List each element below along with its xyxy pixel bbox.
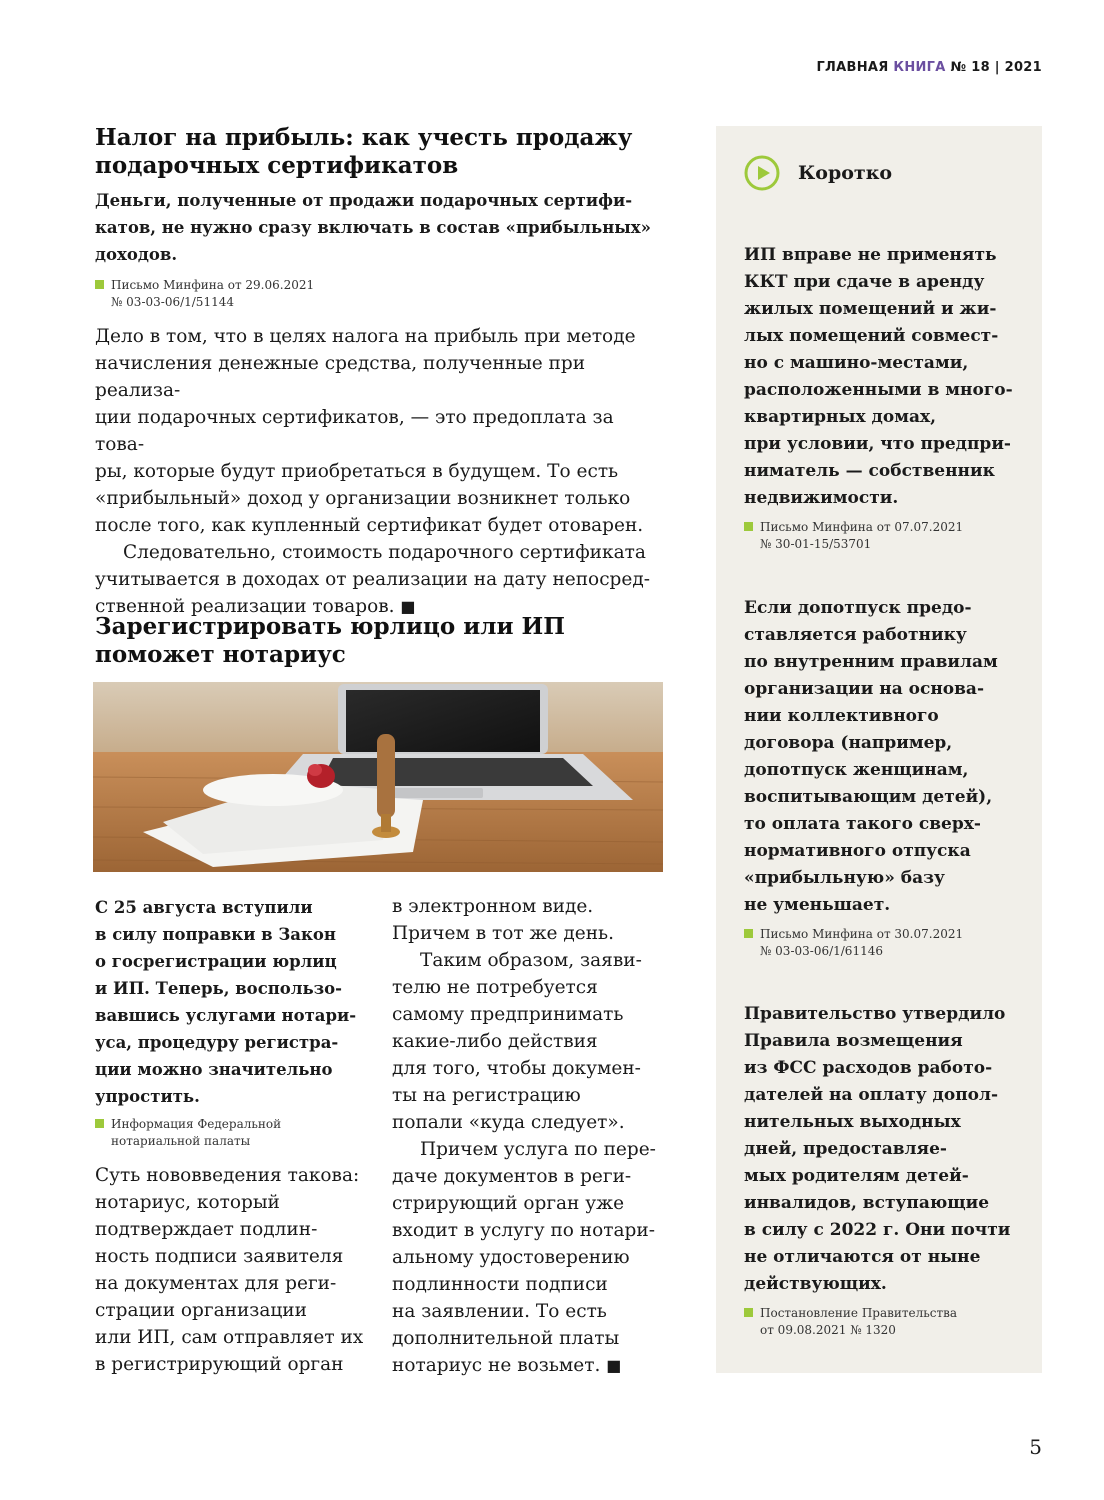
article2-col2-line: для того, чтобы докумен- [392,1058,641,1079]
source-line: от 09.08.2021 № 1320 [760,1323,896,1337]
sidebar-item-line: но с машино-местами, [744,353,969,373]
sidebar-item-line: расположенными в много- [744,380,1013,400]
sidebar-item-line: действующих. [744,1274,887,1294]
article2-col2-line: стрирующий орган уже [392,1193,625,1214]
article2-col1 [95,1162,375,1378]
article2-lead-line: С 25 августа вступили [95,898,313,917]
end-mark-icon: ■ [400,597,416,616]
masthead-title: ГЛАВНАЯ [816,60,889,75]
article2-col1-line: страции организации [95,1300,307,1321]
article2-lead-line: уса, процедуру регистра- [95,1033,339,1052]
article2-col2-line: телю не потребуется [392,977,598,998]
sidebar-item-1-source [744,519,963,553]
article2-col2-line: попали «куда следует». [392,1112,625,1133]
article1-body-line: Дело в том, что в целях налога на прибыль при методе [95,326,636,347]
sidebar-item-line: квартирных домах, [744,407,937,427]
sidebar-item-line: договора (например, [744,733,953,753]
source-line: № 03-03-06/1/51144 [111,295,234,309]
sidebar-item-line: при условии, что предпри- [744,434,1011,454]
article1-source [95,277,314,311]
sidebar-item-line: нормативного отпуска [744,841,971,861]
article2-lead-line: вавшись услугами нотари- [95,1006,357,1025]
sidebar-heading-label: Коротко [798,162,893,184]
article1-title-line: подарочных сертификатов [95,152,459,179]
sidebar-item-3-source [744,1305,957,1339]
page-number: 5 [1029,1435,1042,1459]
article2-col2-line: дополнительной платы [392,1328,620,1349]
article2-col2-line: самому предпринимать [392,1004,624,1025]
sidebar-item-line: недвижимости. [744,488,899,508]
sidebar-item-line: воспитывающим детей), [744,787,993,807]
article2-col1-line: Суть нововведения такова: [95,1165,360,1186]
sidebar-item-line: Если допотпуск предо- [744,598,972,618]
article1-body-line: начисления денежные средства, полученные при реализа- [95,353,586,401]
sidebar-item-2-source [744,926,963,960]
sidebar-item-line: жилых помещений и жи- [744,299,997,319]
article2-col2-line: альному удостоверению [392,1247,630,1268]
article2-col1-line: или ИП, сам отправляет их [95,1327,364,1348]
sidebar-item-1 [744,242,1034,512]
notary-laptop-photo [93,682,663,872]
source-bullet-icon [744,1308,753,1317]
article1-body-line: «прибыльный» доход у организации возникнет только [95,488,631,509]
sidebar-item-line: организации на основа- [744,679,985,699]
sidebar-item-line: «прибыльную» базу [744,868,945,888]
article2-col2 [392,893,672,1379]
sidebar-item-line: ИП вправе не применять [744,245,997,265]
article2-col2-line: Таким образом, заяви- [420,950,642,971]
article2-title [95,613,565,669]
article2-title-line: Зарегистрировать юрлицо или ИП [95,613,566,640]
source-line: № 30-01-15/53701 [760,537,872,551]
article1-title [95,124,632,180]
sidebar-item-line: инвалидов, вступающие [744,1193,990,1213]
source-bullet-icon [95,280,104,289]
sidebar-item-line: ставляется работнику [744,625,967,645]
article2-col2-line: в электронном виде. [392,896,594,917]
sidebar-item-line: ККТ при сдаче в аренду [744,272,985,292]
article1-lead [95,187,651,268]
article2-lead [95,894,356,1110]
sidebar-item-line: Правила возмещения [744,1031,963,1051]
article2-col2-line: какие-либо действия [392,1031,598,1052]
article2-lead-line: ции можно значительно [95,1060,333,1079]
article1-body-line: после того, как купленный сертификат будет отоварен. [95,515,644,536]
article1-body-line: ры, которые будут приобретаться в будущем. То есть [95,461,619,482]
article2-col1-line: ность подписи заявителя [95,1246,344,1267]
sidebar-item-line: не отличаются от ныне [744,1247,981,1267]
sidebar-item-line: мых родителям детей- [744,1166,969,1186]
source-line: Постановление Правительства [760,1306,958,1320]
article2-col2-line: ты на регистрацию [392,1085,581,1106]
sidebar-item-3 [744,1001,1034,1298]
article2-col1-line: нотариус, который [95,1192,280,1213]
sidebar-item-line: по внутренним правилам [744,652,998,672]
article2-col1-line: подтверждает подлин- [95,1219,318,1240]
article2-col2-line: подлинности подписи [392,1274,608,1295]
sidebar-item-line: дней, предоставляе- [744,1139,947,1159]
sidebar-item-2 [744,595,1034,919]
sidebar-item-line: нительных выходных [744,1112,961,1132]
article2-col1-line: в регистрирующий орган [95,1354,344,1375]
article2-col2-line: Причем в тот же день. [392,923,615,944]
article1-lead-line: Деньги, полученные от продажи подарочных сертифи- [95,191,633,210]
end-mark-icon: ■ [606,1356,622,1375]
article2-col2-line: на заявлении. То есть [392,1301,607,1322]
article1-body [95,323,665,620]
source-bullet-icon [744,929,753,938]
article1-lead-line: доходов. [95,245,178,264]
play-icon [744,155,780,191]
sidebar-item-line: из ФСС расходов работо- [744,1058,993,1078]
article1-body-line: Следовательно, стоимость подарочного сертификата [123,542,646,563]
article2-col2-line: даче документов в реги- [392,1166,632,1187]
source-bullet-icon [744,522,753,531]
article2-source [95,1116,281,1150]
sidebar-item-line: лых помещений совмест- [744,326,999,346]
masthead-accent: КНИГА [893,60,946,75]
source-bullet-icon [95,1119,104,1128]
article1-title-line: Налог на прибыль: как учесть продажу [95,124,633,151]
sidebar-item-line: ниматель — собственник [744,461,995,481]
article2-col1-line: на документах для реги- [95,1273,337,1294]
masthead [816,60,1042,75]
article2-title-line: поможет нотариус [95,641,346,668]
sidebar-item-line: дателей на оплату допол- [744,1085,999,1105]
source-line: Письмо Минфина от 30.07.2021 [760,927,964,941]
article1-lead-line: катов, не нужно сразу включать в состав «прибыльных» [95,218,651,237]
sidebar-item-line: нии коллективного [744,706,939,726]
article2-col2-line: нотариус не возьмет. [392,1355,601,1376]
source-line: Письмо Минфина от 07.07.2021 [760,520,964,534]
source-line: № 03-03-06/1/61146 [760,944,883,958]
article1-body-line: ции подарочных сертификатов, — это предоплата за това- [95,407,614,455]
article2-lead-line: и ИП. Теперь, воспользо- [95,979,343,998]
sidebar-item-line: то оплата такого сверх- [744,814,981,834]
article2-lead-line: в силу поправки в Закон [95,925,336,944]
article2-lead-line: о госрегистрации юрлиц [95,952,337,971]
article2-lead-line: упростить. [95,1087,200,1106]
sidebar-item-line: не уменьшает. [744,895,891,915]
article1-body-line: учитывается в доходах от реализации на дату непосред- [95,569,650,590]
source-line: Информация Федеральной [111,1117,282,1131]
sidebar-item-line: Правительство утвердило [744,1004,1006,1024]
article2-col2-line: Причем услуга по пере- [420,1139,656,1160]
sidebar-item-line: допотпуск женщинам, [744,760,969,780]
source-line: Письмо Минфина от 29.06.2021 [111,278,315,292]
article1-body-line: ственной реализации товаров. [95,596,395,617]
source-line: нотариальной палаты [111,1134,251,1148]
sidebar-item-line: в силу с 2022 г. Они почти [744,1220,1011,1240]
masthead-issue: № 18 | 2021 [950,60,1042,75]
article2-col2-line: входит в услугу по нотари- [392,1220,655,1241]
